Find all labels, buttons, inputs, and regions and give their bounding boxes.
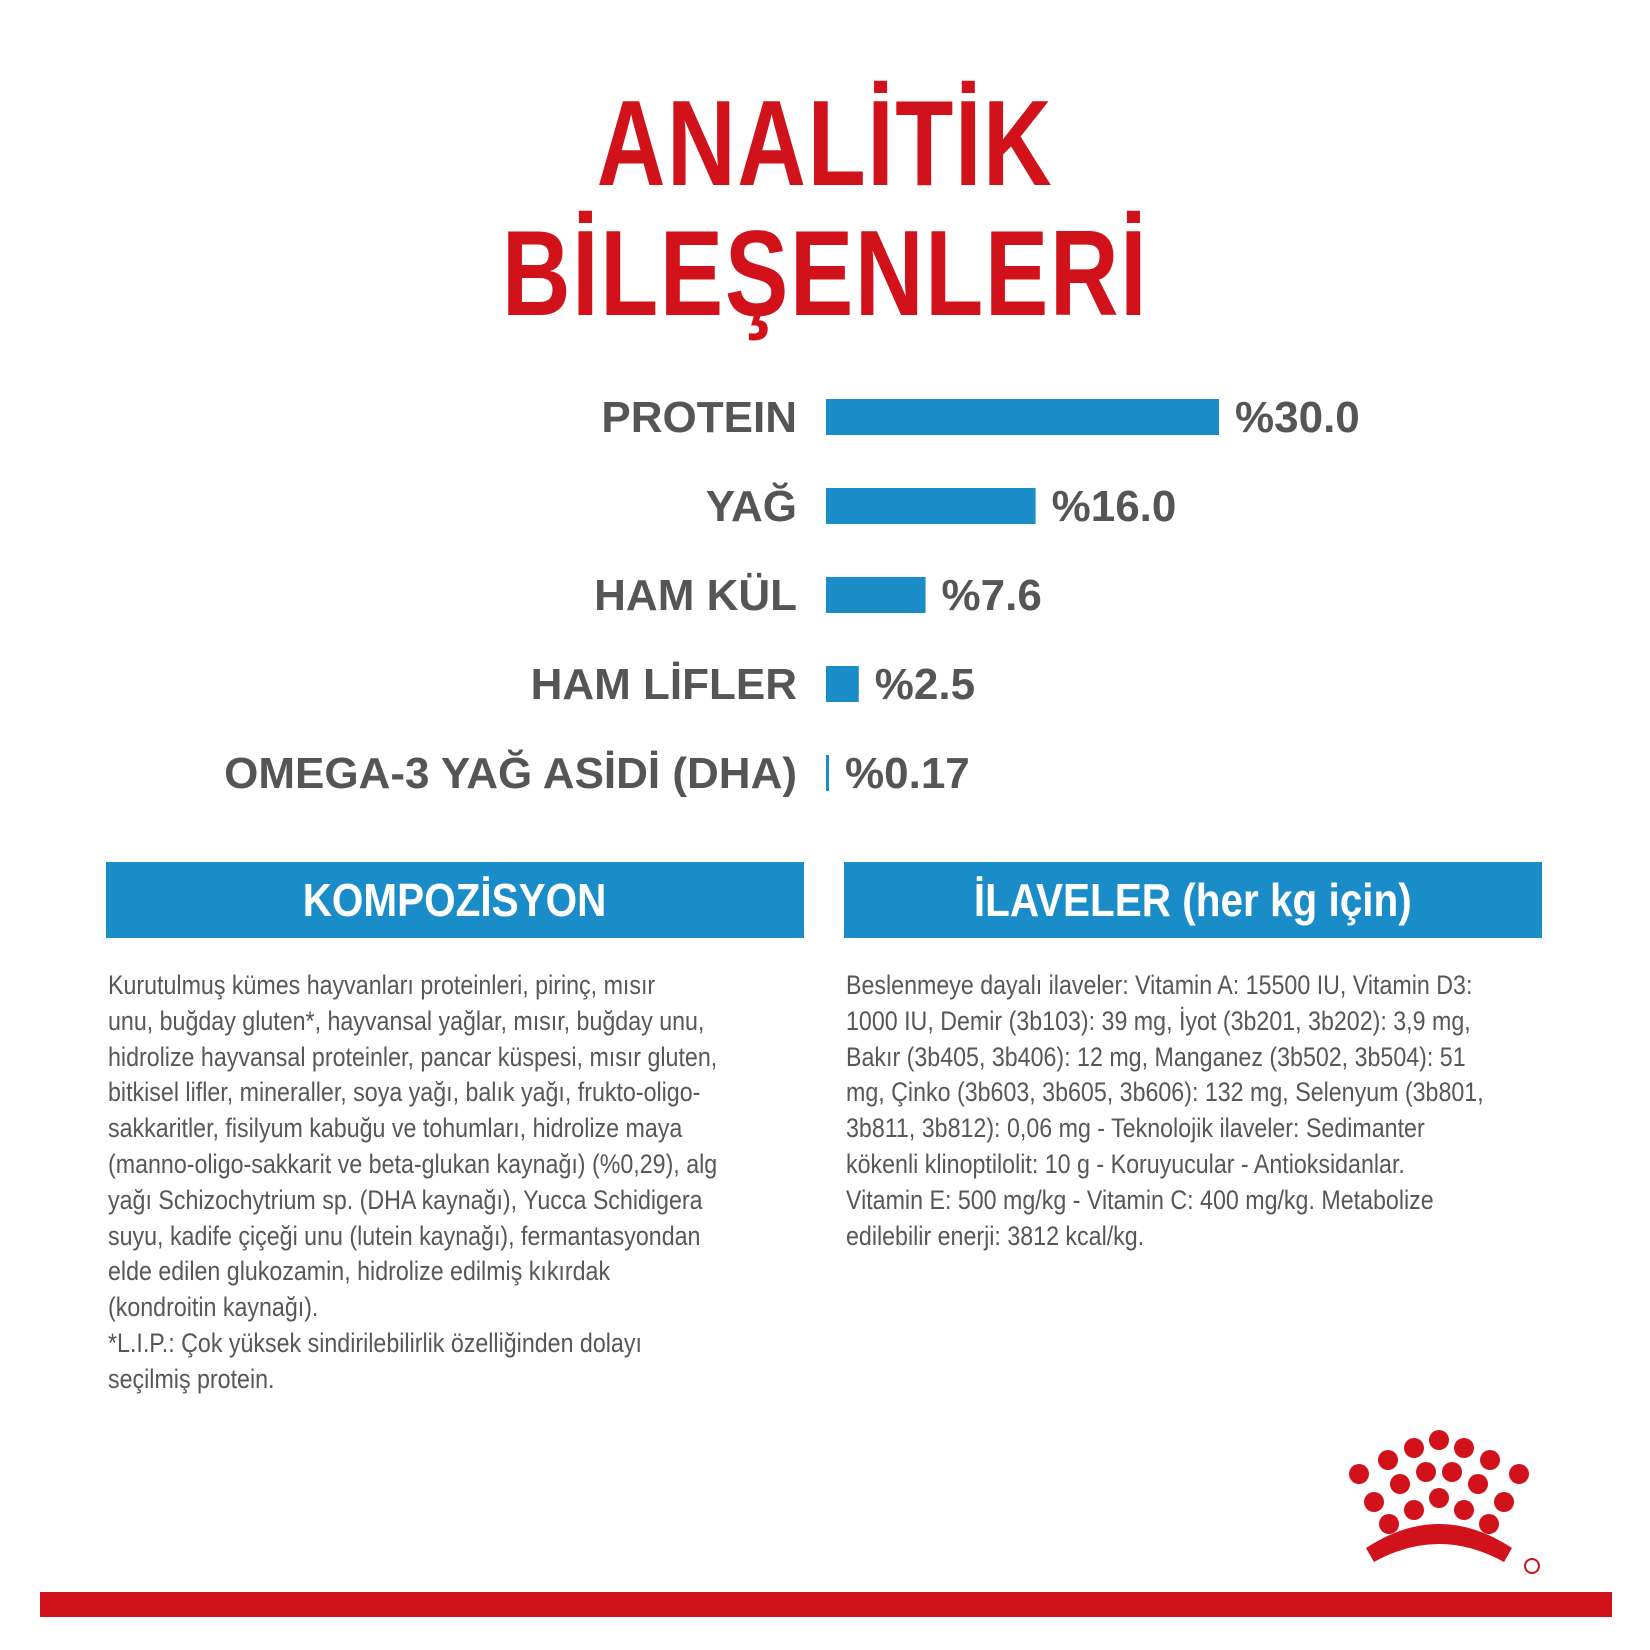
additives-header-label: İLAVELER (her kg için)	[974, 874, 1412, 926]
crown-logo-icon	[1334, 1430, 1544, 1580]
page-title	[182, 75, 1469, 341]
composition-header	[106, 862, 804, 938]
composition-line: suyu, kadife çiçeği unu (lutein kaynağı), fermantasyondan	[108, 1220, 701, 1251]
category-label: OMEGA-3 YAĞ ASİDİ (DHA)	[224, 749, 797, 798]
value-label: %7.6	[941, 571, 1042, 620]
composition-line: (kondroitin kaynağı).	[108, 1292, 319, 1323]
bar	[826, 666, 859, 702]
title-line-2: BİLEŞENLERİ	[501, 205, 1149, 341]
composition-line: sakkaritler, fisilyum kabuğu ve tohumları, hidrolize maya	[108, 1113, 683, 1144]
additives-line: 3b811, 3b812): 0,06 mg - Teknolojik ilaveler: Sedimanter	[846, 1113, 1425, 1144]
additives-text	[846, 968, 1517, 1254]
additives-header	[844, 862, 1542, 938]
category-label: HAM LİFLER	[530, 660, 797, 709]
bar	[826, 488, 1036, 524]
composition-line: bitkisel lifler, mineraller, soya yağı, balık yağı, frukto-oligo-	[108, 1077, 701, 1108]
additives-line: 1000 IU, Demir (3b103): 39 mg, İyot (3b201, 3b202): 3,9 mg,	[846, 1005, 1471, 1036]
value-label: %2.5	[874, 660, 976, 709]
additives-line: mg, Çinko (3b603, 3b605, 3b606): 132 mg, Selenyum (3b801,	[846, 1077, 1484, 1108]
composition-line: Kurutulmuş kümes hayvanları proteinleri, pirinç, mısır	[108, 970, 656, 1000]
composition-line: seçilmiş protein.	[108, 1363, 275, 1394]
bar	[826, 577, 926, 613]
title-line-1: ANALİTİK	[596, 75, 1054, 211]
category-label: PROTEIN	[601, 393, 797, 442]
additives-line: edilebilir enerji: 3812 kcal/kg.	[846, 1220, 1145, 1251]
category-label: HAM KÜL	[594, 571, 797, 620]
category-label: YAĞ	[705, 482, 797, 531]
composition-line: *L.I.P.: Çok yüksek sindirilebilirlik özelliğinden dolayı	[108, 1327, 642, 1358]
additives-line: Beslenmeye dayalı ilaveler: Vitamin A: 15500 IU, Vitamin D3:	[846, 970, 1473, 1000]
footer-bar	[40, 1592, 1612, 1617]
composition-line: elde edilen glukozamin, hidrolize edilmiş kıkırdak	[108, 1256, 611, 1287]
composition-text	[108, 968, 762, 1398]
bar	[826, 399, 1219, 435]
bar	[826, 755, 829, 791]
value-label: %0.17	[845, 749, 970, 798]
nutrient-bar-chart	[0, 370, 1650, 820]
composition-line: hidrolize hayvansal proteinler, pancar küspesi, mısır gluten,	[108, 1041, 718, 1072]
composition-line: unu, buğday gluten*, hayvansal yağlar, mısır, buğday unu,	[108, 1005, 705, 1036]
additives-line: kökenli klinoptilolit: 10 g - Koruyucular - Antioksidanlar.	[846, 1148, 1405, 1179]
composition-header-label: KOMPOZİSYON	[303, 874, 607, 926]
composition-line: yağı Schizochytrium sp. (DHA kaynağı), Yucca Schidigera	[108, 1184, 703, 1215]
value-label: %30.0	[1235, 393, 1360, 442]
additives-line: Bakır (3b405, 3b406): 12 mg, Manganez (3b502, 3b504): 51	[846, 1041, 1466, 1072]
additives-line: Vitamin E: 500 mg/kg - Vitamin C: 400 mg/kg. Metabolize	[846, 1184, 1434, 1215]
value-label: %16.0	[1051, 482, 1177, 531]
composition-line: (manno-oligo-sakkarit ve beta-glukan kaynağı) (%0,29), alg	[108, 1148, 718, 1179]
